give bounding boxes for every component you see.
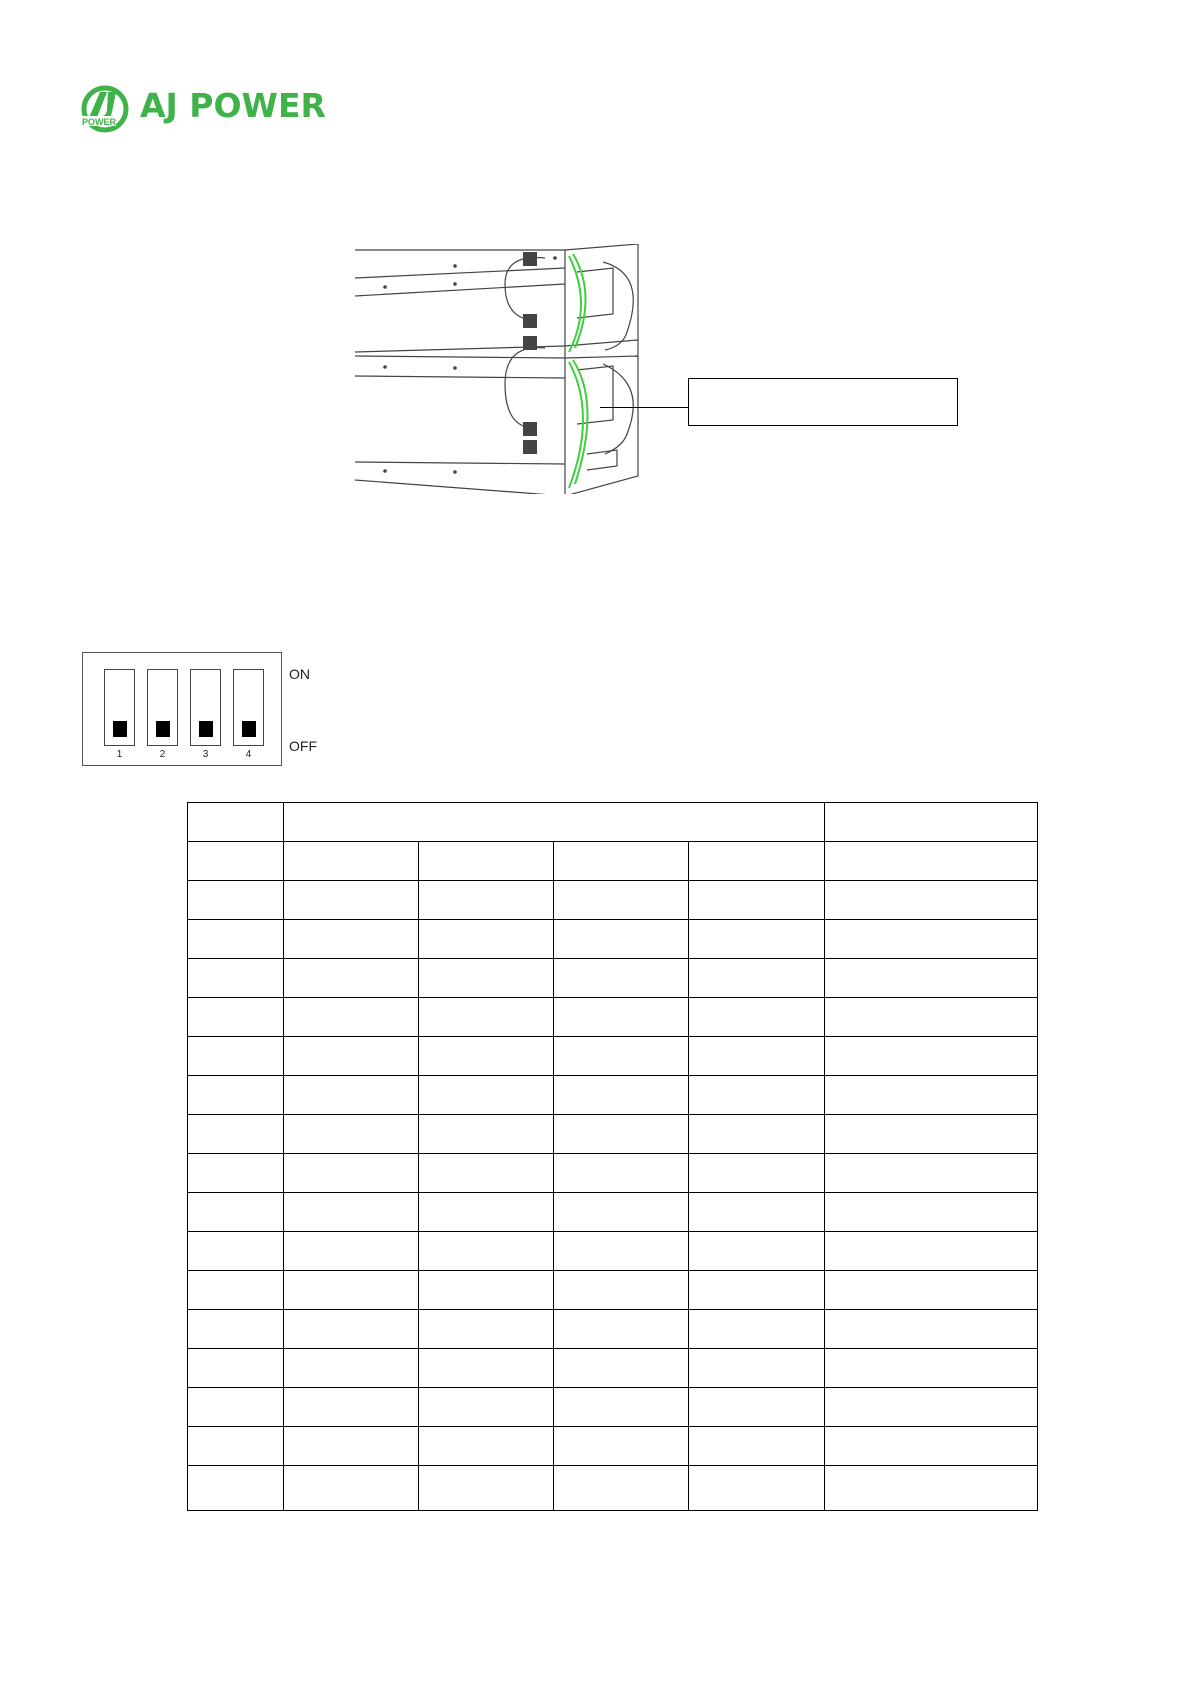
table-cell xyxy=(689,959,825,998)
table-cell xyxy=(825,1154,1038,1193)
dip-switch-knob xyxy=(199,721,213,737)
table-cell xyxy=(188,1310,284,1349)
table-cell xyxy=(188,881,284,920)
table-cell xyxy=(284,1037,419,1076)
table-cell xyxy=(689,920,825,959)
table-cell xyxy=(689,1466,825,1511)
table-cell xyxy=(689,842,825,881)
table-row xyxy=(188,1232,1038,1271)
dip-switch-number: 2 xyxy=(159,749,166,760)
table-cell xyxy=(689,1427,825,1466)
table-cell xyxy=(554,1271,689,1310)
brand-logo xyxy=(48,74,338,140)
table-cell xyxy=(188,1232,284,1271)
table-cell xyxy=(554,1466,689,1511)
table-cell xyxy=(284,1271,419,1310)
table-header-row xyxy=(188,803,1038,842)
table-row xyxy=(188,1466,1038,1511)
dip-address-table xyxy=(187,802,1038,1511)
dip-switch-knob xyxy=(242,721,256,737)
dip-switch-2[interactable] xyxy=(147,669,178,746)
table-cell xyxy=(689,1076,825,1115)
table-cell xyxy=(284,1232,419,1271)
table-cell xyxy=(419,842,554,881)
table-cell xyxy=(689,1271,825,1310)
table-cell xyxy=(689,998,825,1037)
table-cell xyxy=(554,1349,689,1388)
table-cell xyxy=(825,1193,1038,1232)
table-cell xyxy=(825,1349,1038,1388)
table-cell xyxy=(689,1037,825,1076)
brand-name: AJ POWER xyxy=(140,86,326,125)
table-cell xyxy=(188,1037,284,1076)
table-row xyxy=(188,920,1038,959)
dip-on-label: ON xyxy=(289,666,310,682)
table-row xyxy=(188,1271,1038,1310)
table-cell xyxy=(825,959,1038,998)
table-cell xyxy=(188,1193,284,1232)
table-row xyxy=(188,1037,1038,1076)
table-cell xyxy=(554,881,689,920)
table-cell xyxy=(689,1388,825,1427)
table-cell xyxy=(825,1037,1038,1076)
table-cell xyxy=(689,881,825,920)
table-row xyxy=(188,1154,1038,1193)
table-cell xyxy=(284,1388,419,1427)
table-cell xyxy=(284,1193,419,1232)
table-cell xyxy=(554,1154,689,1193)
table-cell xyxy=(825,998,1038,1037)
dip-switch-4[interactable] xyxy=(233,669,264,746)
table-row xyxy=(188,1115,1038,1154)
table-cell xyxy=(554,920,689,959)
table-header-cell xyxy=(825,803,1038,842)
table-cell xyxy=(825,1115,1038,1154)
dip-off-label: OFF xyxy=(289,738,317,754)
table-header-cell xyxy=(188,803,284,842)
table-cell xyxy=(188,1154,284,1193)
table-cell xyxy=(284,1466,419,1511)
table-cell xyxy=(689,1232,825,1271)
table-cell xyxy=(188,842,284,881)
table-row xyxy=(188,1388,1038,1427)
table-cell xyxy=(188,1427,284,1466)
table-cell xyxy=(188,1349,284,1388)
table-cell xyxy=(554,1427,689,1466)
table-cell xyxy=(825,1310,1038,1349)
dip-switch-knob xyxy=(156,721,170,737)
table-cell xyxy=(554,842,689,881)
table-cell xyxy=(419,1232,554,1271)
table-row xyxy=(188,998,1038,1037)
table-row xyxy=(188,959,1038,998)
table-cell xyxy=(188,1388,284,1427)
table-cell xyxy=(554,1193,689,1232)
aj-logo-mark-icon xyxy=(78,82,132,136)
table-cell xyxy=(188,959,284,998)
dip-switch-knob xyxy=(113,721,127,737)
table-cell xyxy=(419,1076,554,1115)
table-cell xyxy=(554,1310,689,1349)
table-cell xyxy=(188,920,284,959)
table-cell xyxy=(689,1115,825,1154)
table-cell xyxy=(419,1037,554,1076)
table-row xyxy=(188,881,1038,920)
dip-switch-number: 3 xyxy=(202,749,209,760)
table-cell xyxy=(419,1193,554,1232)
table-cell xyxy=(419,959,554,998)
table-cell xyxy=(419,881,554,920)
table-cell xyxy=(188,998,284,1037)
table-cell xyxy=(419,1388,554,1427)
table-cell xyxy=(419,1349,554,1388)
table-cell xyxy=(689,1310,825,1349)
table-row xyxy=(188,1427,1038,1466)
table-cell xyxy=(284,1427,419,1466)
table-cell xyxy=(284,1115,419,1154)
table-cell xyxy=(419,1427,554,1466)
table-cell xyxy=(825,1271,1038,1310)
dip-switch-3[interactable] xyxy=(190,669,221,746)
table-cell xyxy=(284,1349,419,1388)
table-cell xyxy=(825,1427,1038,1466)
table-cell xyxy=(825,881,1038,920)
table-cell xyxy=(284,1076,419,1115)
table-row xyxy=(188,1349,1038,1388)
table-cell xyxy=(284,959,419,998)
table-cell xyxy=(554,1076,689,1115)
table-cell xyxy=(689,1193,825,1232)
table-cell xyxy=(825,842,1038,881)
table-cell xyxy=(284,920,419,959)
table-cell xyxy=(419,920,554,959)
table-cell xyxy=(284,1154,419,1193)
table-cell xyxy=(554,1232,689,1271)
table-cell xyxy=(188,1115,284,1154)
table-cell xyxy=(188,1076,284,1115)
table-row xyxy=(188,1193,1038,1232)
table-header-cell xyxy=(284,803,825,842)
table-cell xyxy=(554,1388,689,1427)
dip-switch-number: 4 xyxy=(245,749,252,760)
table-row xyxy=(188,1310,1038,1349)
table-cell xyxy=(689,1349,825,1388)
table-cell xyxy=(825,1466,1038,1511)
dip-switch-number: 1 xyxy=(116,749,123,760)
table-cell xyxy=(689,1154,825,1193)
callout-label-box xyxy=(688,378,958,426)
dip-switch-panel xyxy=(82,652,282,766)
table-cell xyxy=(284,1310,419,1349)
table-cell xyxy=(284,998,419,1037)
table-cell xyxy=(419,1115,554,1154)
table-cell xyxy=(419,998,554,1037)
table-cell xyxy=(188,1271,284,1310)
table-cell xyxy=(284,881,419,920)
table-cell xyxy=(188,1466,284,1511)
table-cell xyxy=(825,1076,1038,1115)
table-cell xyxy=(284,842,419,881)
table-cell xyxy=(554,998,689,1037)
table-row xyxy=(188,842,1038,881)
table-cell xyxy=(419,1466,554,1511)
table-row xyxy=(188,1076,1038,1115)
dip-switch-1[interactable] xyxy=(104,669,135,746)
callout-leader-line xyxy=(600,407,688,408)
table-cell xyxy=(825,1232,1038,1271)
table-cell xyxy=(554,1037,689,1076)
table-cell xyxy=(419,1271,554,1310)
table-cell xyxy=(554,1115,689,1154)
table-cell xyxy=(419,1310,554,1349)
table-cell xyxy=(419,1154,554,1193)
battery-stack-diagram xyxy=(355,244,645,494)
svg-text:POWER: POWER xyxy=(82,117,117,127)
table-cell xyxy=(825,920,1038,959)
table-cell xyxy=(825,1388,1038,1427)
table-cell xyxy=(554,959,689,998)
